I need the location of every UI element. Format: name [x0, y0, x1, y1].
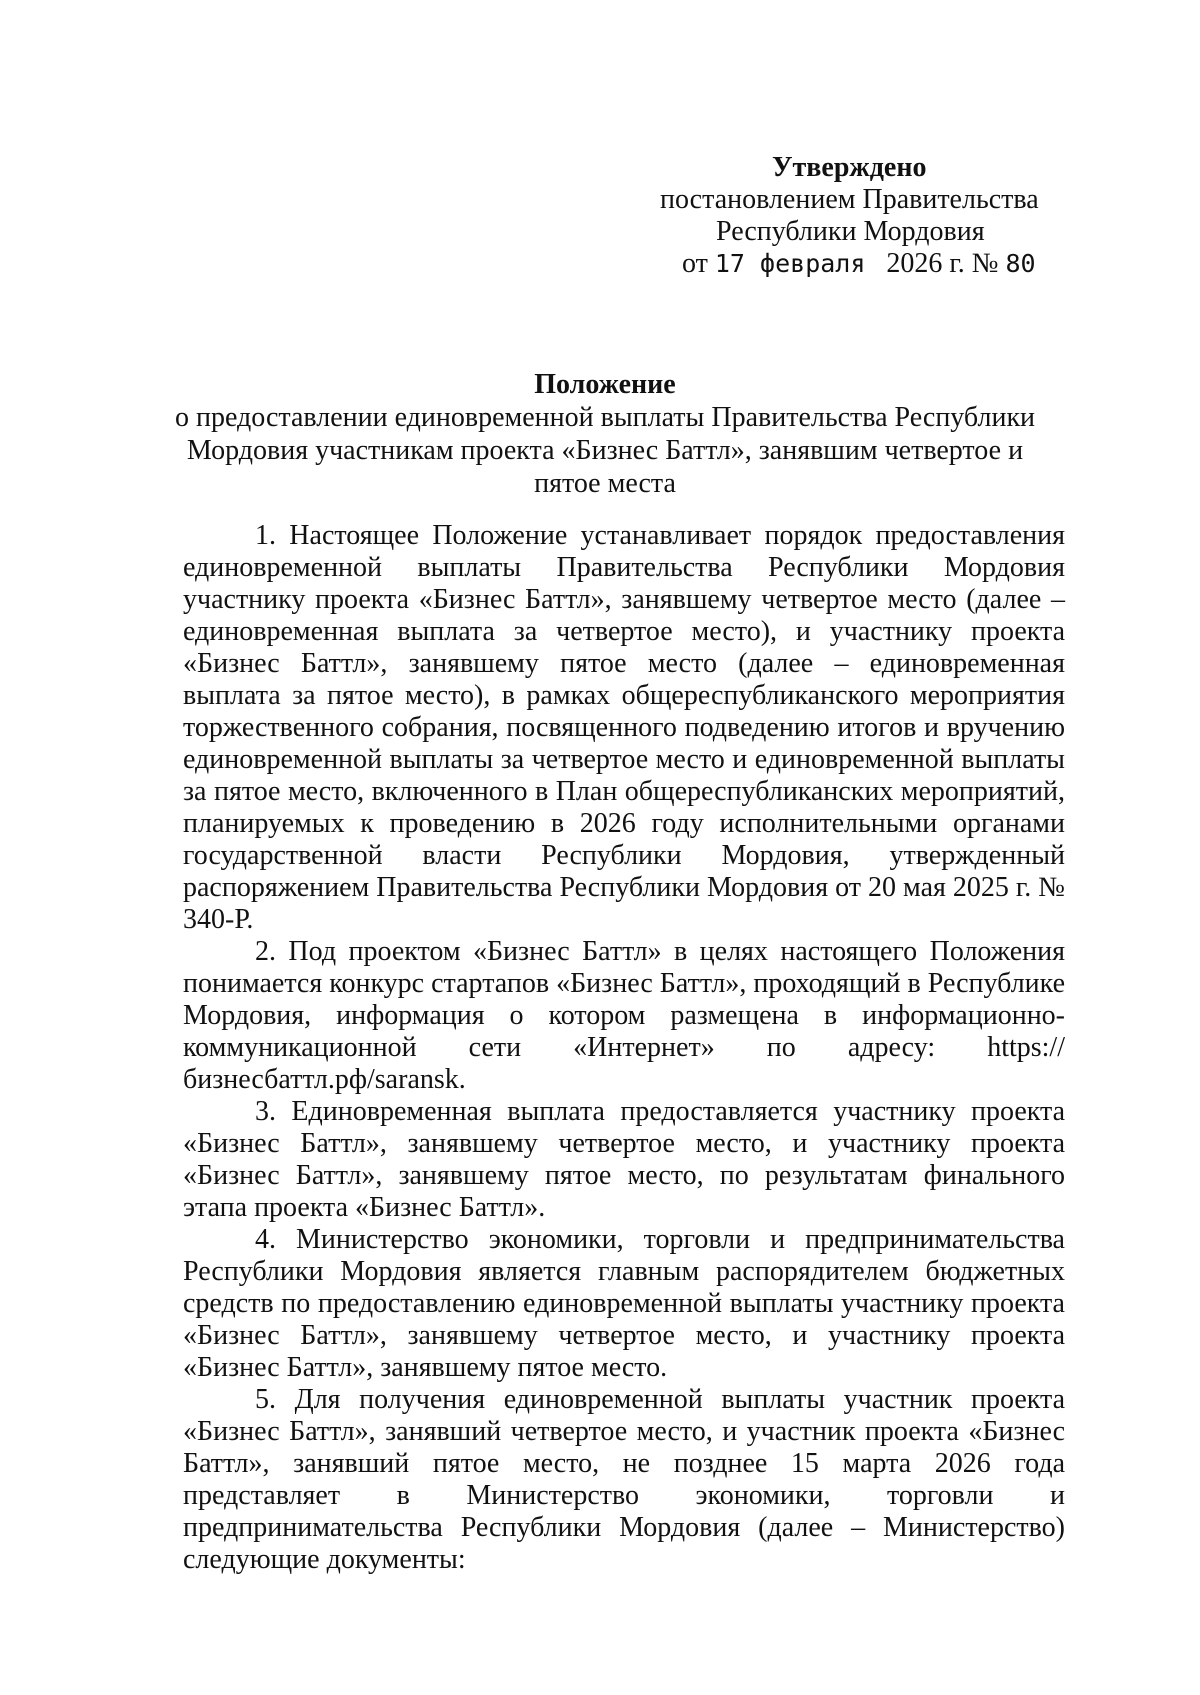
- paragraph-4: 4. Министерство экономики, торговли и предпринимательства Республики Мордовия является главным распорядителем бюджетных средств по предоставлению единовременной выплаты участнику проекта «Бизнес Баттл», занявшему четвертое место, и участнику проекта «Бизнес Баттл», занявшему пятое место.: [183, 1224, 1065, 1383]
- document-body: [183, 520, 1065, 1576]
- paragraph-5: 5. Для получения единовременной выплаты участник проекта «Бизнес Баттл», занявший четвертое место, и участник проекта «Бизнес Баттл», занявший пятое место, не позднее 15 марта 2026 года представляет в Министерство экономики, торговли и предпринимательства Республики Мордовия (далее – Министерство) следующие документы:: [183, 1384, 1065, 1575]
- date-prefix: от: [682, 248, 715, 279]
- approval-stamp: [660, 152, 1100, 280]
- document-heading: [170, 368, 1040, 500]
- approval-line-date: [660, 248, 1100, 280]
- paragraph-3: 3. Единовременная выплата предоставляется участнику проекта «Бизнес Баттл», занявшему четвертое место, и участнику проекта «Бизнес Баттл», занявшему пятое место, по результатам финального этапа проекта «Бизнес Баттл».: [183, 1096, 1065, 1223]
- paragraph-2: 2. Под проектом «Бизнес Баттл» в целях настоящего Положения понимается конкурс стартапов «Бизнес Баттл», проходящий в Республике Мордовия, информация о котором размещена в информационно-коммуникационной сети «Интернет» по адресу: https://бизнесбаттл.рф/saransk.: [183, 936, 1065, 1095]
- document-title: Положение: [534, 369, 676, 400]
- date-month: февраля: [744, 249, 866, 278]
- approval-line-republic: Республики Мордовия: [716, 216, 985, 247]
- approval-title: Утверждено: [772, 152, 927, 183]
- date-year: 2026 г. №: [886, 248, 1006, 279]
- approval-line-decree: постановлением Правительства: [660, 184, 1039, 215]
- paragraph-1: 1. Настоящее Положение устанавливает порядок предоставления единовременной выплаты Правительства Республики Мордовия участнику проекта «Бизнес Баттл», занявшему четвертое место (далее – единовременная выплата за четвертое место), и участнику проекта «Бизнес Баттл», занявшему пятое место (далее – единовременная выплата за пятое место), в рамках общереспубликанского мероприятия торжественного собрания, посвященного подведению итогов и вручению единовременной выплаты за четвертое место и единовременной выплаты за пятое место, включенного в План общереспубликанских мероприятий, планируемых к проведению в 2026 году исполнительными органами государственной власти Республики Мордовия, утвержденный распоряжением Правительства Республики Мордовия от 20 мая 2025 г. № 340-Р.: [183, 520, 1065, 935]
- document-subtitle: о предоставлении единовременной выплаты Правительства Республики Мордовия участникам проекта «Бизнес Баттл», занявшим четвертое и пятое места: [174, 402, 1036, 499]
- doc-number: 80: [1005, 249, 1036, 278]
- date-day: 17: [714, 249, 745, 278]
